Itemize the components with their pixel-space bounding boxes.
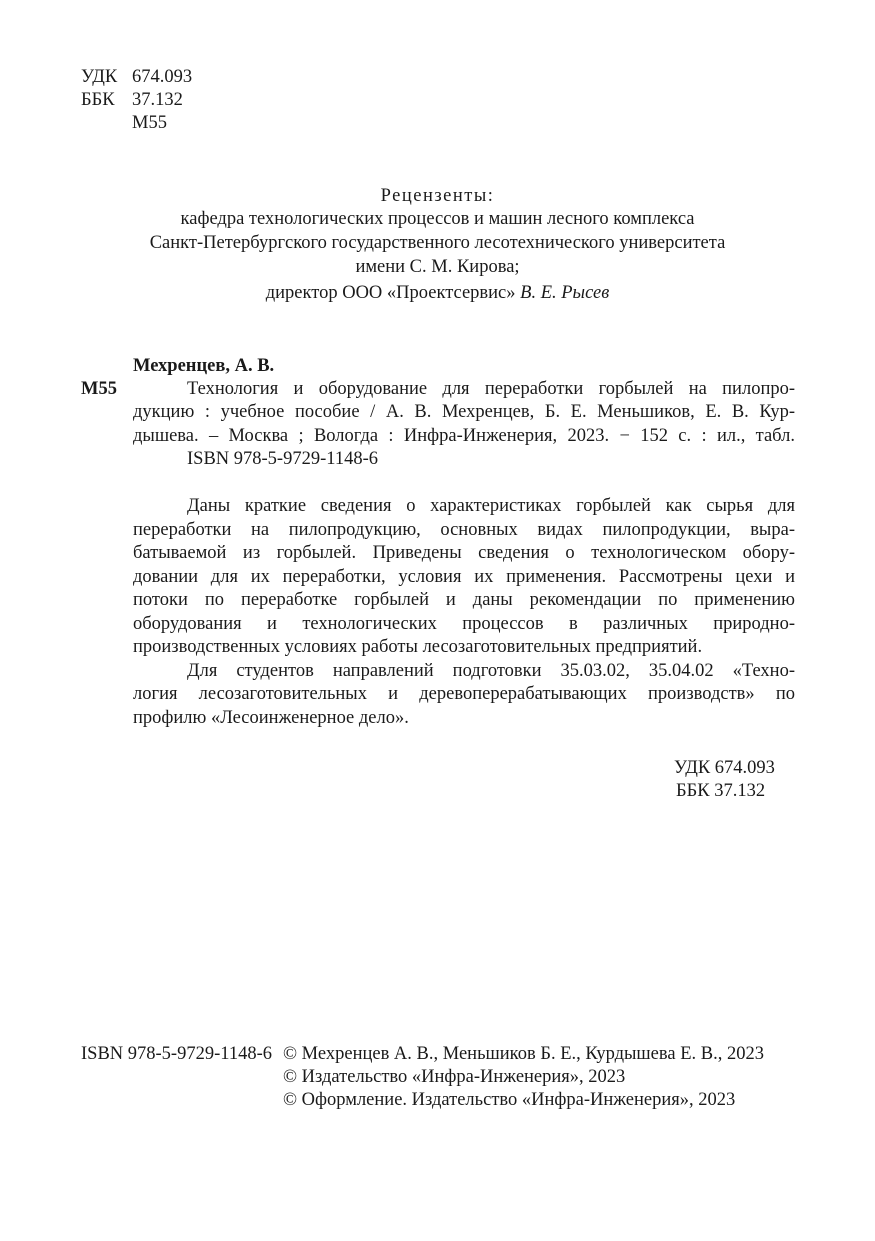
bottom-udk: УДК 674.093 bbox=[674, 758, 775, 778]
reviewer-director bbox=[0, 282, 875, 306]
abstract-line: Для студентов направлений подготовки 35.03.02, 35.04.02 «Техно- bbox=[187, 660, 795, 681]
copyright-isbn: ISBN 978-5-9729-1148-6 bbox=[81, 1044, 272, 1064]
abstract-line: батываемой из горбылей. Приведены сведения о технологическом обору- bbox=[133, 543, 795, 563]
abstract-line: производственных условиях работы лесозаготовительных предприятий. bbox=[133, 637, 703, 657]
record-line: дышева. – Москва ; Вологда : Инфра-Инженерия, 2023. − 152 с. : ил., табл. bbox=[133, 426, 795, 446]
record-line: Технология и оборудование для переработки горбылей на пилопро- bbox=[187, 379, 795, 399]
director-name: В. Е. Рысев bbox=[520, 283, 610, 303]
author-mark: М55 bbox=[132, 113, 167, 133]
bottom-bbk: ББК 37.132 bbox=[676, 781, 766, 801]
abstract-line: потоки по переработке горбылей и даны рекомендации по применению bbox=[133, 590, 795, 610]
abstract-line: Даны краткие сведения о характеристиках горбылей как сырья для bbox=[187, 496, 795, 516]
record-isbn: ISBN 978-5-9729-1148-6 bbox=[187, 449, 378, 469]
abstract-line: переработки на пилопродукцию, основных видах пилопродукции, выра- bbox=[133, 519, 795, 540]
reviewer-line: имени С. М. Кирова; bbox=[355, 257, 520, 277]
author-heading: Мехренцев, А. В. bbox=[133, 356, 275, 376]
reviewer-line: кафедра технологических процессов и машин лесного комплекса bbox=[180, 209, 695, 229]
copyright-line: © Мехренцев А. В., Меньшиков Б. Е., Курдышева Е. В., 2023 bbox=[283, 1044, 764, 1064]
bbk-value: 37.132 bbox=[132, 90, 183, 110]
udk-value: 674.093 bbox=[132, 67, 193, 87]
copyright-line: © Оформление. Издательство «Инфра-Инженерия», 2023 bbox=[283, 1090, 736, 1110]
bbk-label: ББК bbox=[81, 90, 115, 110]
record-line: дукцию : учебное пособие / А. В. Мехренцев, Б. Е. Меньшиков, Е. В. Кур- bbox=[133, 402, 795, 422]
author-mark: М55 bbox=[81, 379, 117, 399]
reviewers-heading: Рецензенты: bbox=[380, 186, 495, 206]
abstract-line: оборудования и технологических процессов в различных природно- bbox=[133, 613, 795, 634]
copyright-line: © Издательство «Инфра-Инженерия», 2023 bbox=[283, 1067, 626, 1087]
reviewer-line: Санкт-Петербургского государственного лесотехнического университета bbox=[149, 233, 726, 253]
abstract-line: логия лесозаготовительных и деревоперерабатывающих производств» по bbox=[133, 684, 795, 704]
director-prefix: директор ООО «Проектсервис» bbox=[265, 283, 516, 303]
abstract-line: довании для их переработки, условия их применения. Рассмотрены цехи и bbox=[133, 566, 795, 587]
abstract-line: профилю «Лесоинженерное дело». bbox=[133, 707, 409, 728]
udk-label: УДК bbox=[81, 67, 118, 87]
